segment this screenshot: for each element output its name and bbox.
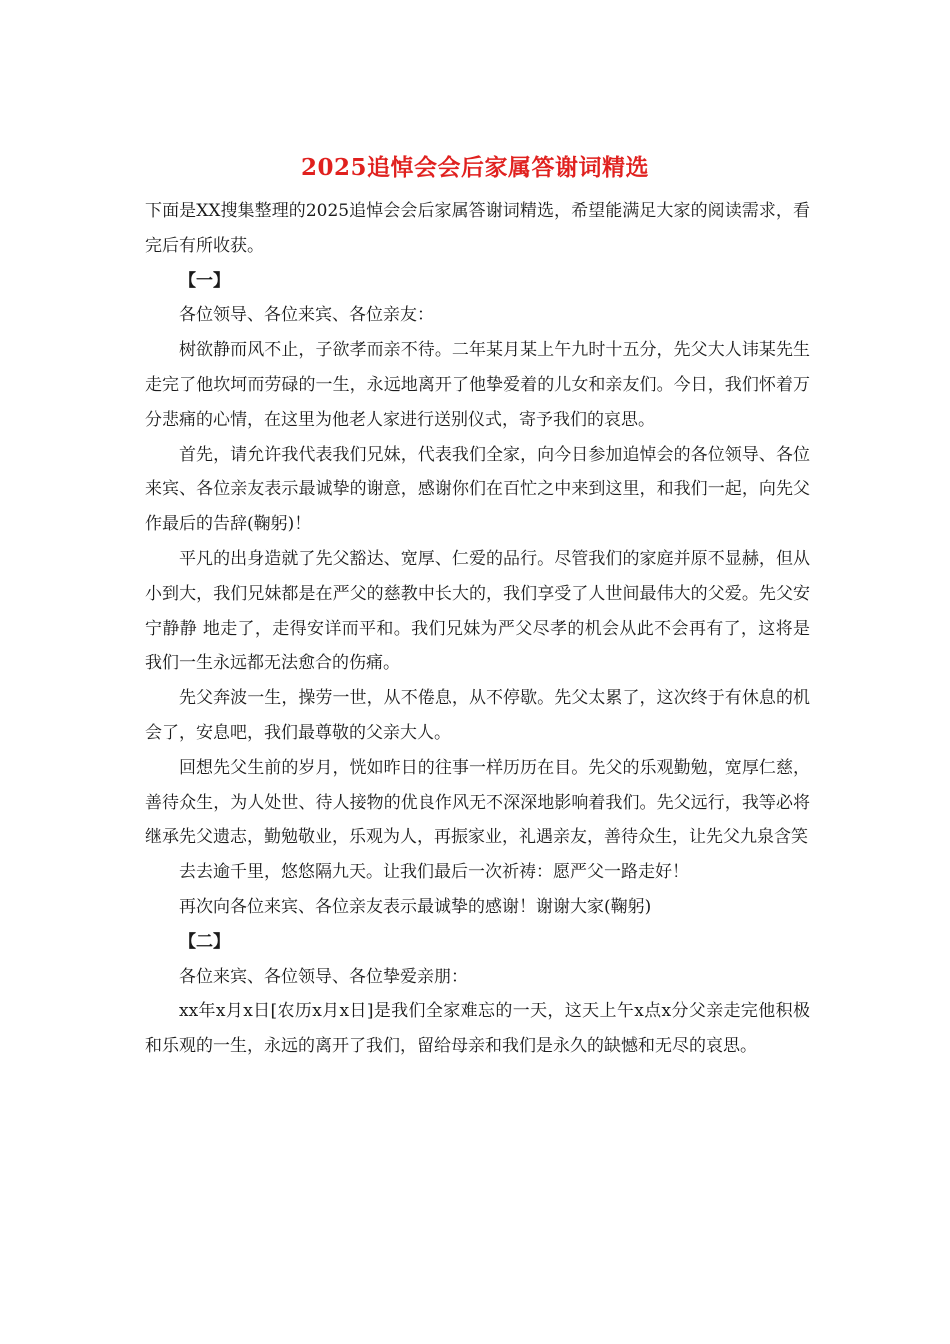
paragraph: 再次向各位来宾、各位亲友表示最诚挚的感谢！谢谢大家(鞠躬): [179, 896, 652, 917]
salutation-1: 各位领导、各位来宾、各位亲友：: [179, 305, 434, 326]
salutation-2: 各位来宾、各位领导、各位挚爱亲朋：: [179, 966, 468, 987]
paragraph: 回想先父生前的岁月，恍如昨日的往事一样历历在目。先父的乐观勤勉，宽厚仁慈，善待众生，为人处世、待人接物的优良作风无不深深地影响着我们。先父远行，我等必将继承先父遗志，勤勉敬业，乐观为人，再振家业，礼遇亲友，善待众生，让先父九泉含笑: [145, 757, 810, 848]
paragraph: 先父奔波一生，操劳一世，从不倦息，从不停歇。先父太累了，这次终于有休息的机会了，安息吧，我们最尊敬的父亲大人。: [145, 688, 810, 743]
section-heading-2: 【二】: [179, 931, 230, 952]
document-title: 2025追悼会会后家属答谢词精选: [300, 154, 649, 181]
document-body: [145, 194, 810, 1064]
intro-paragraph: 下面是XX搜集整理的2025追悼会会后家属答谢词精选，希望能满足大家的阅读需求，看完后有所收获。: [145, 201, 810, 256]
paragraph: xx年x月x日[农历x月x日]是我们全家难忘的一天，这天上午x点x分父亲走完他积极和乐观的一生，永远的离开了我们，留给母亲和我们是永久的缺憾和无尽的哀思。: [145, 1001, 810, 1057]
paragraph: 去去逾千里，悠悠隔九天。让我们最后一次祈祷：愿严父一路走好！: [179, 862, 689, 883]
paragraph: 平凡的出身造就了先父豁达、宽厚、仁爱的品行。尽管我们的家庭并原不显赫，但从小到大，我们兄妹都是在严父的慈教中长大的，我们享受了人世间最伟大的父爱。先父安宁静静 地走了，走得安详而平和。我们兄妹为严父尽孝的机会从此不会再有了，这将是我们一生永远都无法愈合的伤痛。: [145, 548, 810, 674]
section-heading-1: 【一】: [179, 270, 230, 291]
paragraph: 首先，请允许我代表我们兄妹，代表我们全家，向今日参加追悼会的各位领导、各位来宾、各位亲友表示最诚挚的谢意，感谢你们在百忙之中来到这里，和我们一起，向先父作最后的告辞(鞠躬)！: [145, 444, 810, 535]
paragraph: 树欲静而风不止，子欲孝而亲不待。二年某月某上午九时十五分，先父大人讳某先生走完了他坎坷而劳碌的一生，永远地离开了他挚爱着的儿女和亲友们。今日，我们怀着万分悲痛的心情，在这里为他老人家进行送别仪式，寄予我们的哀思。: [145, 340, 810, 430]
